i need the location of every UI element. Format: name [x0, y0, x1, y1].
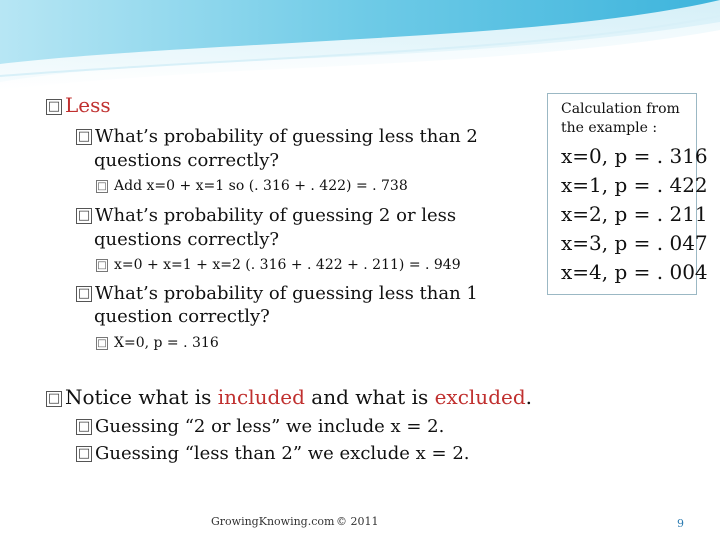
question-2-answer: □ x=0 + x=1 + x=2 (. 316 + . 422 + . 211) = . 949 [97, 257, 461, 273]
square-bullet-icon: □ [97, 180, 107, 192]
calc-row: x=0, p = . 316 [561, 144, 708, 168]
question-3-answer: □ X=0, p = . 316 [97, 335, 219, 351]
calc-row: x=4, p = . 004 [561, 260, 708, 284]
square-bullet-icon: □ [97, 259, 107, 271]
square-bullet-icon: □ [77, 419, 91, 434]
question-3-line-1: □ What’s probability of guessing less than 1 [77, 283, 478, 304]
note-exclude: □ Guessing “less than 2” we exclude x = 2. [77, 443, 470, 464]
question-3-line-2: question correctly? [94, 306, 270, 327]
square-bullet-icon: □ [77, 129, 91, 144]
square-bullet-icon: □ [77, 286, 91, 301]
calc-row: x=2, p = . 211 [561, 202, 708, 226]
calculation-box-label: Calculation from the example : [561, 101, 680, 136]
page-number: 9 [677, 517, 684, 530]
calc-row: x=1, p = . 422 [561, 173, 708, 197]
footer-copyright: © 2011 [336, 515, 379, 528]
square-bullet-icon: □ [47, 98, 61, 114]
title-row [46, 93, 111, 117]
square-bullet-icon: □ [47, 390, 61, 406]
square-bullet-icon: □ [77, 208, 91, 223]
question-1-line-2: questions correctly? [94, 150, 280, 171]
slide-title: Less [65, 93, 111, 117]
note-include: □ Guessing “2 or less” we include x = 2. [77, 416, 445, 437]
calc-row: x=3, p = . 047 [561, 231, 708, 255]
footer-site: GrowingKnowing.com [211, 515, 335, 528]
question-1-answer: □ Add x=0 + x=1 so (. 316 + . 422) = . 738 [97, 178, 408, 194]
included-word: included [217, 385, 305, 409]
square-bullet-icon: □ [97, 337, 107, 349]
square-bullet-icon: □ [77, 446, 91, 461]
question-2-line-1: □ What’s probability of guessing 2 or less [77, 205, 457, 226]
question-2-line-2: questions correctly? [94, 229, 280, 250]
header-wave-decoration [0, 0, 720, 90]
excluded-word: excluded [434, 385, 526, 409]
notice-line: □ Notice what is included and what is excluded. [47, 385, 532, 409]
question-1-line-1: □ What’s probability of guessing less than 2 [77, 126, 478, 147]
calculation-box [547, 93, 708, 295]
